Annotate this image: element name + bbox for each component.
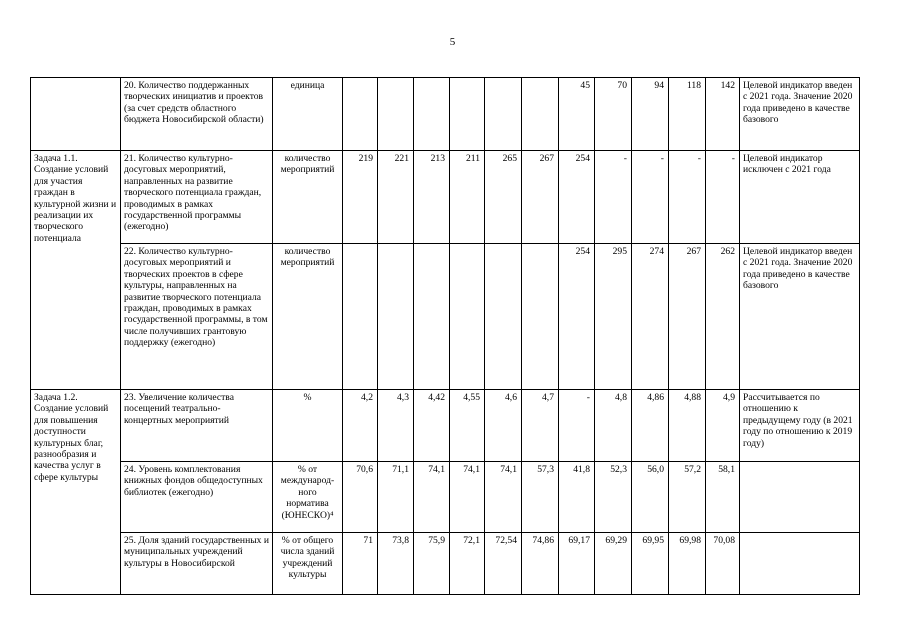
value-cell: 254 — [559, 151, 595, 244]
table-row — [31, 78, 860, 151]
value-cell: 45 — [559, 78, 595, 151]
value-cell: 4,3 — [378, 390, 414, 462]
value-cell: 71,1 — [378, 462, 414, 533]
indicator-cell: 23. Увеличение количества посещений театрально-концертных мероприятий — [121, 390, 273, 462]
value-cell: 267 — [669, 244, 706, 390]
value-cell: 69,17 — [559, 533, 595, 595]
value-cell: 4,9 — [706, 390, 740, 462]
unit-cell: количество мероприятий — [273, 244, 343, 390]
value-cell — [414, 78, 450, 151]
value-cell — [522, 244, 559, 390]
value-cell: 4,42 — [414, 390, 450, 462]
table-row — [31, 462, 860, 533]
value-cell — [485, 78, 522, 151]
note-cell: Рассчитывается по отношению к предыдущему году (в 2021 году по отношению к 2019 году) — [740, 390, 860, 462]
value-cell: 213 — [414, 151, 450, 244]
value-cell: 267 — [522, 151, 559, 244]
value-cell: 75,9 — [414, 533, 450, 595]
value-cell: 274 — [632, 244, 669, 390]
value-cell: - — [669, 151, 706, 244]
table-row — [31, 390, 860, 462]
value-cell: 72,54 — [485, 533, 522, 595]
note-cell — [740, 462, 860, 533]
value-cell: 70 — [595, 78, 632, 151]
value-cell: 221 — [378, 151, 414, 244]
value-cell: 295 — [595, 244, 632, 390]
note-cell: Целевой индикатор исключен с 2021 года — [740, 151, 860, 244]
value-cell: 219 — [343, 151, 378, 244]
value-cell: 69,29 — [595, 533, 632, 595]
value-cell: 57,3 — [522, 462, 559, 533]
value-cell: 74,1 — [414, 462, 450, 533]
indicator-cell: 25. Доля зданий государственных и муниципальных учреждений культуры в Новосибирской — [121, 533, 273, 595]
value-cell: 4,88 — [669, 390, 706, 462]
unit-cell: единица — [273, 78, 343, 151]
value-cell: 69,95 — [632, 533, 669, 595]
value-cell: 71 — [343, 533, 378, 595]
task-cell: Задача 1.2. Создание условий для повышения доступности культурных благ, разнообразия и качества услуг в сфере культуры — [31, 390, 121, 595]
value-cell: 4,7 — [522, 390, 559, 462]
table-row — [31, 244, 860, 390]
note-cell: Целевой индикатор введен с 2021 года. Значение 2020 года приведено в качестве базового — [740, 244, 860, 390]
value-cell: - — [706, 151, 740, 244]
value-cell: 52,3 — [595, 462, 632, 533]
unit-cell: % от общего числа зданий учреждений культуры — [273, 533, 343, 595]
value-cell — [343, 78, 378, 151]
value-cell: 56,0 — [632, 462, 669, 533]
value-cell: 142 — [706, 78, 740, 151]
note-cell: Целевой индикатор введен с 2021 года. Значение 2020 года приведено в качестве базового — [740, 78, 860, 151]
value-cell: 72,1 — [450, 533, 485, 595]
value-cell: 74,1 — [485, 462, 522, 533]
unit-cell: % от международ-ного норматива (ЮНЕСКО)⁴ — [273, 462, 343, 533]
indicator-cell: 24. Уровень комплектования книжных фондов общедоступных библиотек (ежегодно) — [121, 462, 273, 533]
task-cell-empty — [31, 78, 121, 151]
value-cell: 4,2 — [343, 390, 378, 462]
table-row — [31, 533, 860, 595]
indicator-cell: 22. Количество культурно-досуговых мероприятий и творческих проектов в сфере культуры, направленных на развитие творческого потенциала граждан, проводимых в рамках государственной программы, в том числе получивших грантовую поддержку (ежегодно) — [121, 244, 273, 390]
value-cell: 211 — [450, 151, 485, 244]
page-number: 5 — [449, 36, 456, 48]
value-cell: 118 — [669, 78, 706, 151]
value-cell: 254 — [559, 244, 595, 390]
value-cell — [414, 244, 450, 390]
value-cell: 70,6 — [343, 462, 378, 533]
value-cell: 262 — [706, 244, 740, 390]
value-cell: 4,55 — [450, 390, 485, 462]
value-cell: 41,8 — [559, 462, 595, 533]
unit-cell: количество мероприятий — [273, 151, 343, 244]
value-cell: 265 — [485, 151, 522, 244]
value-cell — [378, 244, 414, 390]
indicator-cell: 21. Количество культурно-досуговых мероприятий, направленных на развитие творческого потенциала граждан, проводимых в рамках государственной программы (ежегодно) — [121, 151, 273, 244]
indicators-table — [30, 77, 860, 595]
value-cell — [450, 244, 485, 390]
value-cell — [378, 78, 414, 151]
indicator-cell: 20. Количество поддержанных творческих инициатив и проектов (за счет средств областного бюджета Новосибирской области) — [121, 78, 273, 151]
value-cell: 70,08 — [706, 533, 740, 595]
value-cell: - — [632, 151, 669, 244]
value-cell: - — [559, 390, 595, 462]
unit-cell: % — [273, 390, 343, 462]
value-cell: 74,86 — [522, 533, 559, 595]
value-cell: 4,8 — [595, 390, 632, 462]
value-cell — [450, 78, 485, 151]
value-cell — [343, 244, 378, 390]
value-cell: 69,98 — [669, 533, 706, 595]
value-cell: 57,2 — [669, 462, 706, 533]
value-cell: 74,1 — [450, 462, 485, 533]
value-cell: 4,6 — [485, 390, 522, 462]
table-row — [31, 151, 860, 244]
value-cell — [485, 244, 522, 390]
note-cell — [740, 533, 860, 595]
task-cell: Задача 1.1. Создание условий для участия граждан в культурной жизни и реализации их творческого потенциала — [31, 151, 121, 390]
value-cell: - — [595, 151, 632, 244]
value-cell: 58,1 — [706, 462, 740, 533]
value-cell: 4,86 — [632, 390, 669, 462]
value-cell: 73,8 — [378, 533, 414, 595]
value-cell — [522, 78, 559, 151]
value-cell: 94 — [632, 78, 669, 151]
